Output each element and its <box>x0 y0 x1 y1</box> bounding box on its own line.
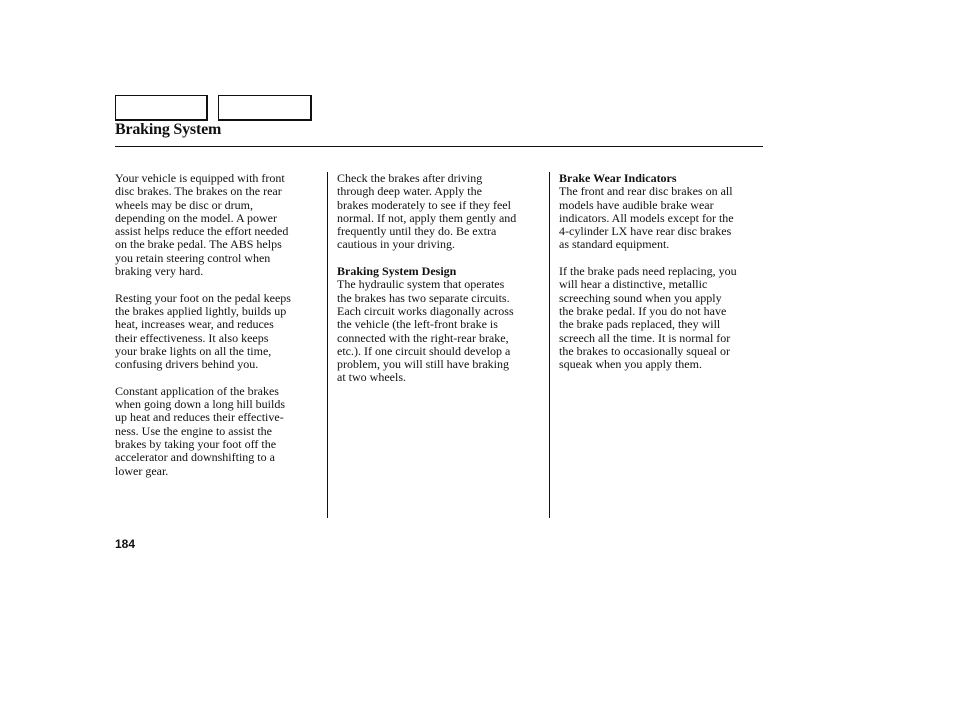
paragraph-constant-application: Constant application of the brakes when going down a long hill builds up heat and reduces their effective- ness. Use the engine to assist the brakes by taking your foot off the accelerator and downshifting to a lower gear. <box>115 383 285 478</box>
paragraph-deep-water: Check the brakes after driving through deep water. Apply the brakes moderately to see if they feel normal. If not, apply them gently and frequently until they do. Be extra cautious in your driving. <box>337 171 517 252</box>
nav-tab-button-2[interactable] <box>218 95 312 121</box>
paragraph-resting-foot: Resting your foot on the pedal keeps the brakes applied lightly, builds up heat, increases wear, and reduces their effectiveness. It also keeps your brake lights on all the time, confusing drivers behind you. <box>115 290 291 372</box>
paragraph-hydraulic-system: The hydraulic system that operates the brakes has two separate circuits. Each circuit works diagonally across the vehicle (the left-front brake is connected with the right-rear brake, etc.). If one circuit should develop a problem, you will still have braking at two wheels. <box>337 277 514 385</box>
text-column-1 <box>115 172 323 491</box>
column-divider <box>327 172 328 518</box>
title-divider <box>115 146 763 147</box>
subheading-braking-system-design: Braking System Design <box>337 264 457 279</box>
column-divider <box>549 172 550 518</box>
nav-tab-button-1[interactable] <box>115 95 208 121</box>
paragraph-brake-pads-replacing: If the brake pads need replacing, you will hear a distinctive, metallic screeching sound when you apply the brake pedal. If you do not have the brake pads replaced, they will screech all the time. It is normal for the brakes to occasionally squeal or squeak when you apply them. <box>559 264 737 372</box>
paragraph-wear-indicators: The front and rear disc brakes on all models have audible brake wear indicators. All models except for the 4-cylinder LX have rear disc brakes as standard equipment. <box>559 184 734 252</box>
section-braking-system-design <box>337 265 545 385</box>
text-column-2 <box>337 172 545 398</box>
subheading-brake-wear-indicators: Brake Wear Indicators <box>559 171 677 185</box>
text-column-3 <box>559 172 767 385</box>
section-brake-wear-indicators <box>559 172 767 252</box>
page-title: Braking System <box>115 121 222 138</box>
paragraph-brake-equipment: Your vehicle is equipped with front disc brakes. The brakes on the rear wheels may be disc or drum, depending on the model. A power assist helps reduce the effort needed on the brake pedal. The ABS helps you retain steering control when braking very hard. <box>115 171 289 279</box>
page-number: 184 <box>115 537 136 551</box>
